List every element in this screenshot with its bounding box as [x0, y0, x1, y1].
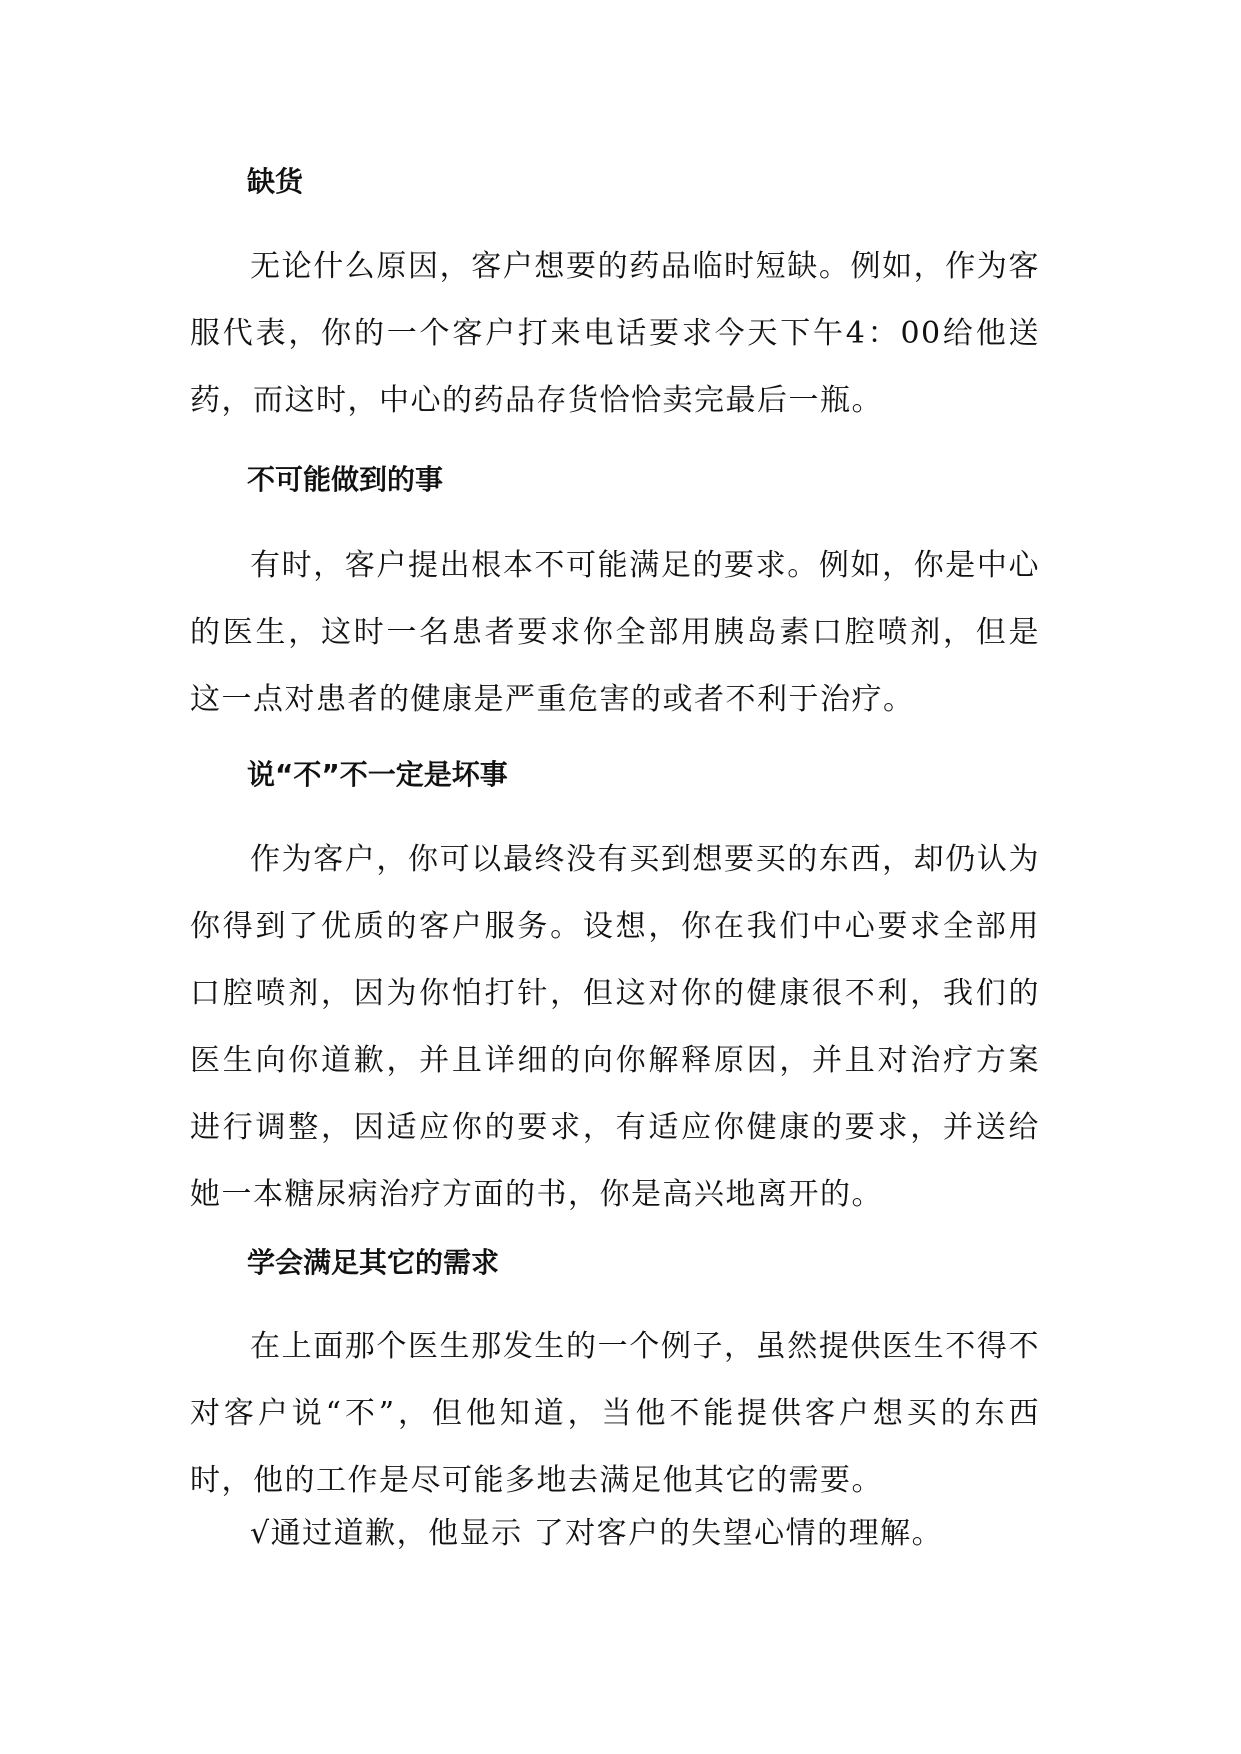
section-heading-other-needs: 学会满足其它的需求: [247, 1246, 500, 1279]
section-body-out-of-stock: 无论什么原因，客户想要的药品临时短缺。例如，作为客服代表，你的一个客户打来电话要求今天下午4：00给他送药，而这时，中心的药品存货恰恰卖完最后一瓶。: [190, 249, 1040, 418]
checklist-item: √通过道歉，他显示 了对客户的失望心情的理解。: [250, 1516, 944, 1551]
section-body-impossible: 有时，客户提出根本不可能满足的要求。例如，你是中心的医生，这时一名患者要求你全部用胰岛素口腔喷剂，但是这一点对患者的健康是严重危害的或者不利于治疗。: [190, 548, 1040, 717]
section-heading-out-of-stock: 缺货: [247, 165, 304, 198]
section-heading-impossible: 不可能做到的事: [247, 463, 444, 496]
section-heading-saying-no: 说“不”不一定是坏事: [247, 758, 508, 791]
section-body-saying-no: 作为客户，你可以最终没有买到想要买的东西，却仍认为你得到了优质的客户服务。设想，你在我们中心要求全部用口腔喷剂，因为你怕打针，但这对你的健康很不利，我们的医生向你道歉，并且详细的向你解释原因，并且对治疗方案进行调整，因适应你的要求，有适应你健康的要求，并送给她一本糖尿病治疗方面的书，你是高兴地离开的。: [190, 842, 1040, 1212]
section-body-other-needs: 在上面那个医生那发生的一个例子，虽然提供医生不得不对客户说“不”，但他知道，当他不能提供客户想买的东西时，他的工作是尽可能多地去满足他其它的需要。: [190, 1329, 1040, 1498]
